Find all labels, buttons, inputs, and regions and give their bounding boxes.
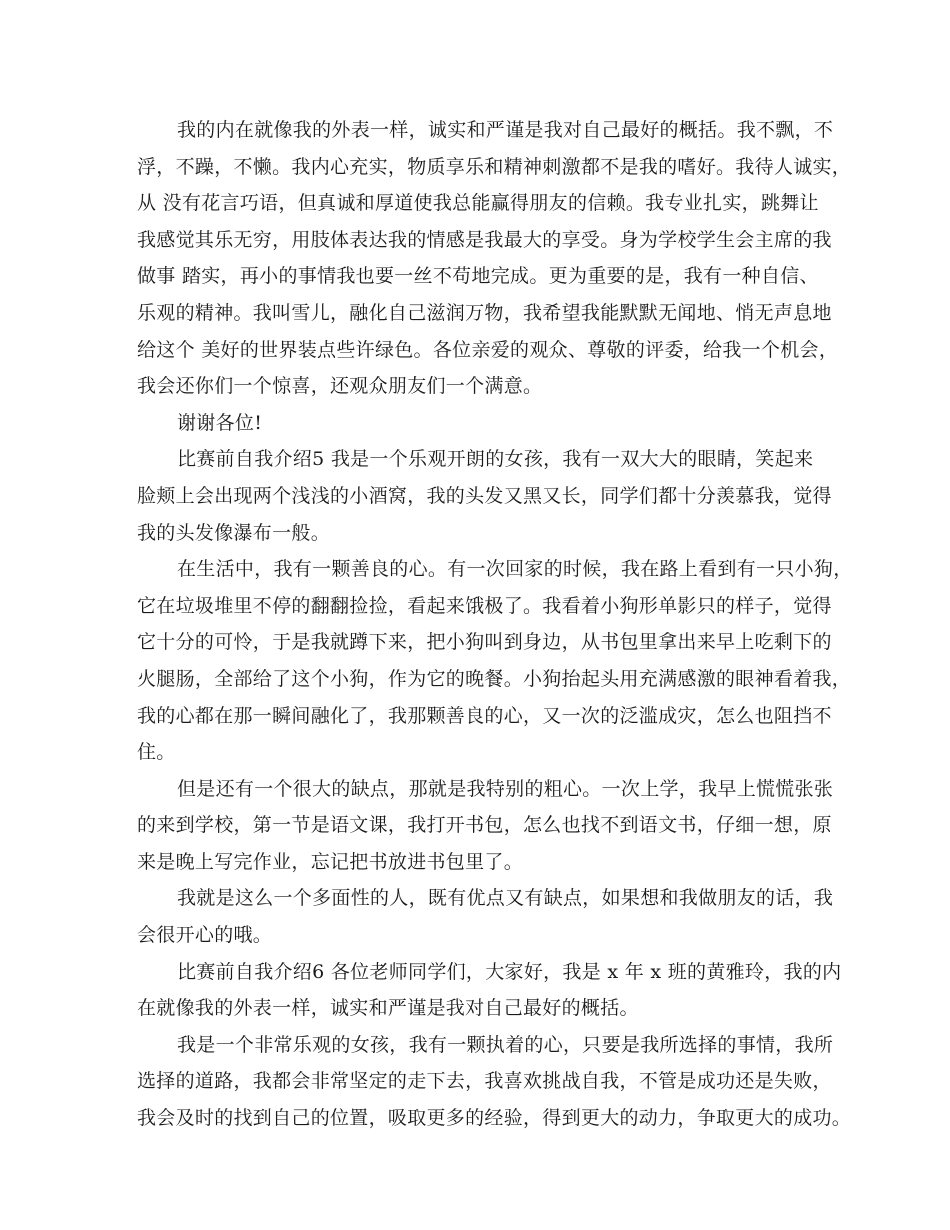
text-line: 住。 [137, 741, 176, 764]
text-line: 比赛前自我介绍6 各位老师同学们，大家好，我是 x 年 x 班的黄雅玲，我的内 [177, 960, 842, 983]
text-line: 的来到学校，第一节是语文课，我打开书包，怎么也找不到语文书，仔细一想，原 [137, 814, 832, 837]
text-line: 我就是这么一个多面性的人，既有优点又有缺点，如果想和我做朋友的话，我 [177, 887, 834, 910]
text-line: 我是一个非常乐观的女孩，我有一颗执着的心，只要是我所选择的事情，我所 [177, 1033, 834, 1056]
text-line: 浮，不躁，不懒。我内心充实，物质享乐和精神刺激都不是我的嗜好。我待人诚实， [137, 155, 852, 178]
text-line: 给这个 美好的世界装点些许绿色。各位亲爱的观众、尊敬的评委，给我一个机会， [137, 338, 839, 361]
text-line: 我的心都在那一瞬间融化了，我那颗善良的心，又一次的泛滥成灾，怎么也阻挡不 [137, 704, 832, 727]
text-line: 我感觉其乐无穷，用肢体表达我的情感是我最大的享受。身为学校学生会主席的我 [137, 228, 832, 251]
text-line: 我的头发像瀑布一般。 [137, 521, 331, 544]
text-line: 会很开心的哦。 [137, 924, 273, 947]
text-line: 做事 踏实，再小的事情我也要一丝不苟地完成。更为重要的是，我有一种自信、 [137, 265, 819, 288]
text-line: 选择的道路，我都会非常坚定的走下去，我喜欢挑战自我，不管是成功还是失败， [137, 1070, 832, 1093]
text-line: 谢谢各位! [177, 411, 263, 434]
text-line: 在生活中，我有一颗善良的心。有一次回家的时候，我在路上看到有一只小狗， [177, 558, 853, 581]
text-line: 它在垃圾堆里不停的翻翻捡捡，看起来饿极了。我看着小狗形单影只的样子，觉得 [137, 594, 832, 617]
text-line: 比赛前自我介绍5 我是一个乐观开朗的女孩，我有一双大大的眼睛，笑起来 [177, 448, 814, 471]
text-line: 我会还你们一个惊喜，还观众朋友们一个满意。 [137, 375, 543, 398]
text-line: 我的内在就像我的外表一样，诚实和严谨是我对自己最好的概括。我不飘，不 [177, 119, 834, 141]
text-line: 它十分的可怜，于是我就蹲下来，把小狗叫到身边，从书包里拿出来早上吃剩下的 [137, 631, 832, 654]
text-line: 乐观的精神。我叫雪儿，融化自己滋润万物，我希望我能默默无闻地、悄无声息地 [137, 301, 832, 324]
text-line: 我会及时的找到自己的位置，吸取更多的经验，得到更大的动力，争取更大的成功。 [137, 1107, 852, 1130]
text-line: 火腿肠，全部给了这个小狗，作为它的晚餐。小狗抬起头用充满感激的眼神看着我， [137, 667, 852, 690]
document-body [137, 112, 853, 1137]
text-line: 来是晚上写完作业，忘记把书放进书包里了。 [137, 850, 524, 873]
text-line: 从 没有花言巧语，但真诚和厚道使我总能赢得朋友的信赖。我专业扎实，跳舞让 [137, 192, 819, 215]
text-line: 脸颊上会出现两个浅浅的小酒窝，我的头发又黑又长，同学们都十分羡慕我，觉得 [137, 484, 832, 507]
text-line: 但是还有一个很大的缺点，那就是我特别的粗心。一次上学，我早上慌慌张张 [177, 777, 834, 800]
text-line: 在就像我的外表一样，诚实和严谨是我对自己最好的概括。 [137, 997, 639, 1020]
